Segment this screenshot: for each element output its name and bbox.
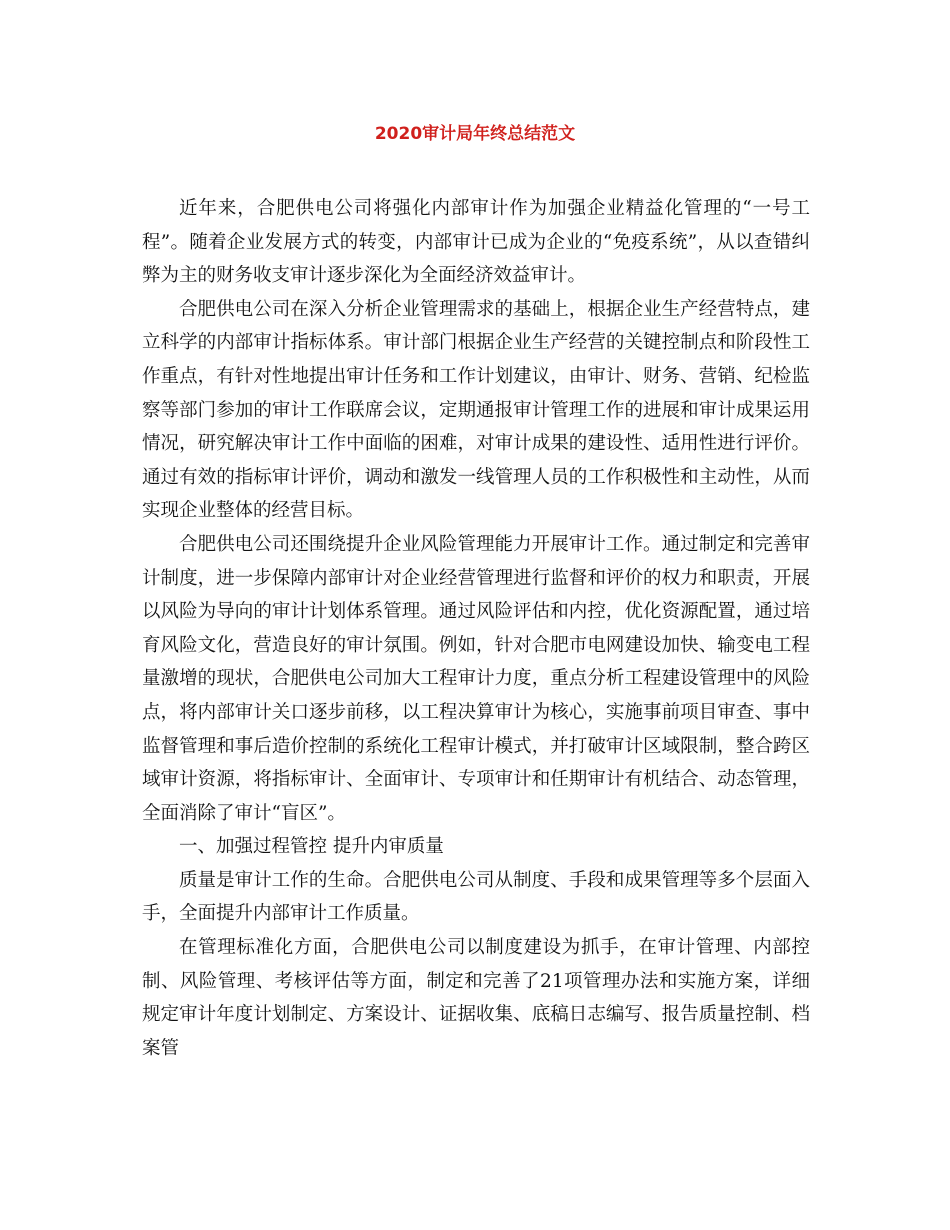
paragraph-intro: 近年来，合肥供电公司将强化内部审计作为加强企业精益化管理的“一号工程”。随着企业发展方式的转变，内部审计已成为企业的“免疫系统”，从以查错纠弊为主的财务收支审计逐步深化为全面经济效益审计。	[142, 198, 810, 287]
paragraph-quality: 质量是审计工作的生命。合肥供电公司从制度、手段和成果管理等多个层面入手，全面提升内部审计工作质量。	[142, 869, 810, 925]
paragraph-risk-management: 合肥供电公司还围绕提升企业风险管理能力开展审计工作。通过制定和完善审计制度，进一步保障内部审计对企业经营管理进行监督和评价的权力和职责，开展以风险为导向的审计计划体系管理。通过风险评估和内控，优化资源配置，通过培育风险文化，营造良好的审计氛围。例如，针对合肥市电网建设加快、输变电工程量激增的现状，合肥供电公司加大工程审计力度，重点分析工程建设管理中的风险点，将内部审计关口逐步前移，以工程决算审计为核心，实施事前项目审查、事中监督管理和事后造价控制的系统化工程审计模式，并打破审计区域限制，整合跨区域审计资源，将指标审计、全面审计、专项审计和任期审计有机结合、动态管理，全面消除了审计“盲区”。	[142, 533, 810, 824]
document-body	[142, 192, 810, 1065]
paragraph-standardization: 在管理标准化方面，合肥供电公司以制度建设为抓手，在审计管理、内部控制、风险管理、考核评估等方面，制定和完善了21项管理办法和实施方案，详细规定审计年度计划制定、方案设计、证据收集、底稿日志编写、报告质量控制、档案管	[142, 937, 810, 1059]
document-title: 2020审计局年终总结范文	[374, 124, 576, 144]
section-heading-process-control: 一、加强过程管控 提升内审质量	[179, 836, 444, 858]
paragraph-indicator-system: 合肥供电公司在深入分析企业管理需求的基础上，根据企业生产经营特点，建立科学的内部审计指标体系。审计部门根据企业生产经营的关键控制点和阶段性工作重点，有针对性地提出审计任务和工作计划建议，由审计、财务、营销、纪检监察等部门参加的审计工作联席会议，定期通报审计管理工作的进展和审计成果运用情况，研究解决审计工作中面临的困难，对审计成果的建设性、适用性进行评价。通过有效的指标审计评价，调动和激发一线管理人员的工作积极性和主动性，从而实现企业整体的经营目标。	[142, 298, 810, 522]
